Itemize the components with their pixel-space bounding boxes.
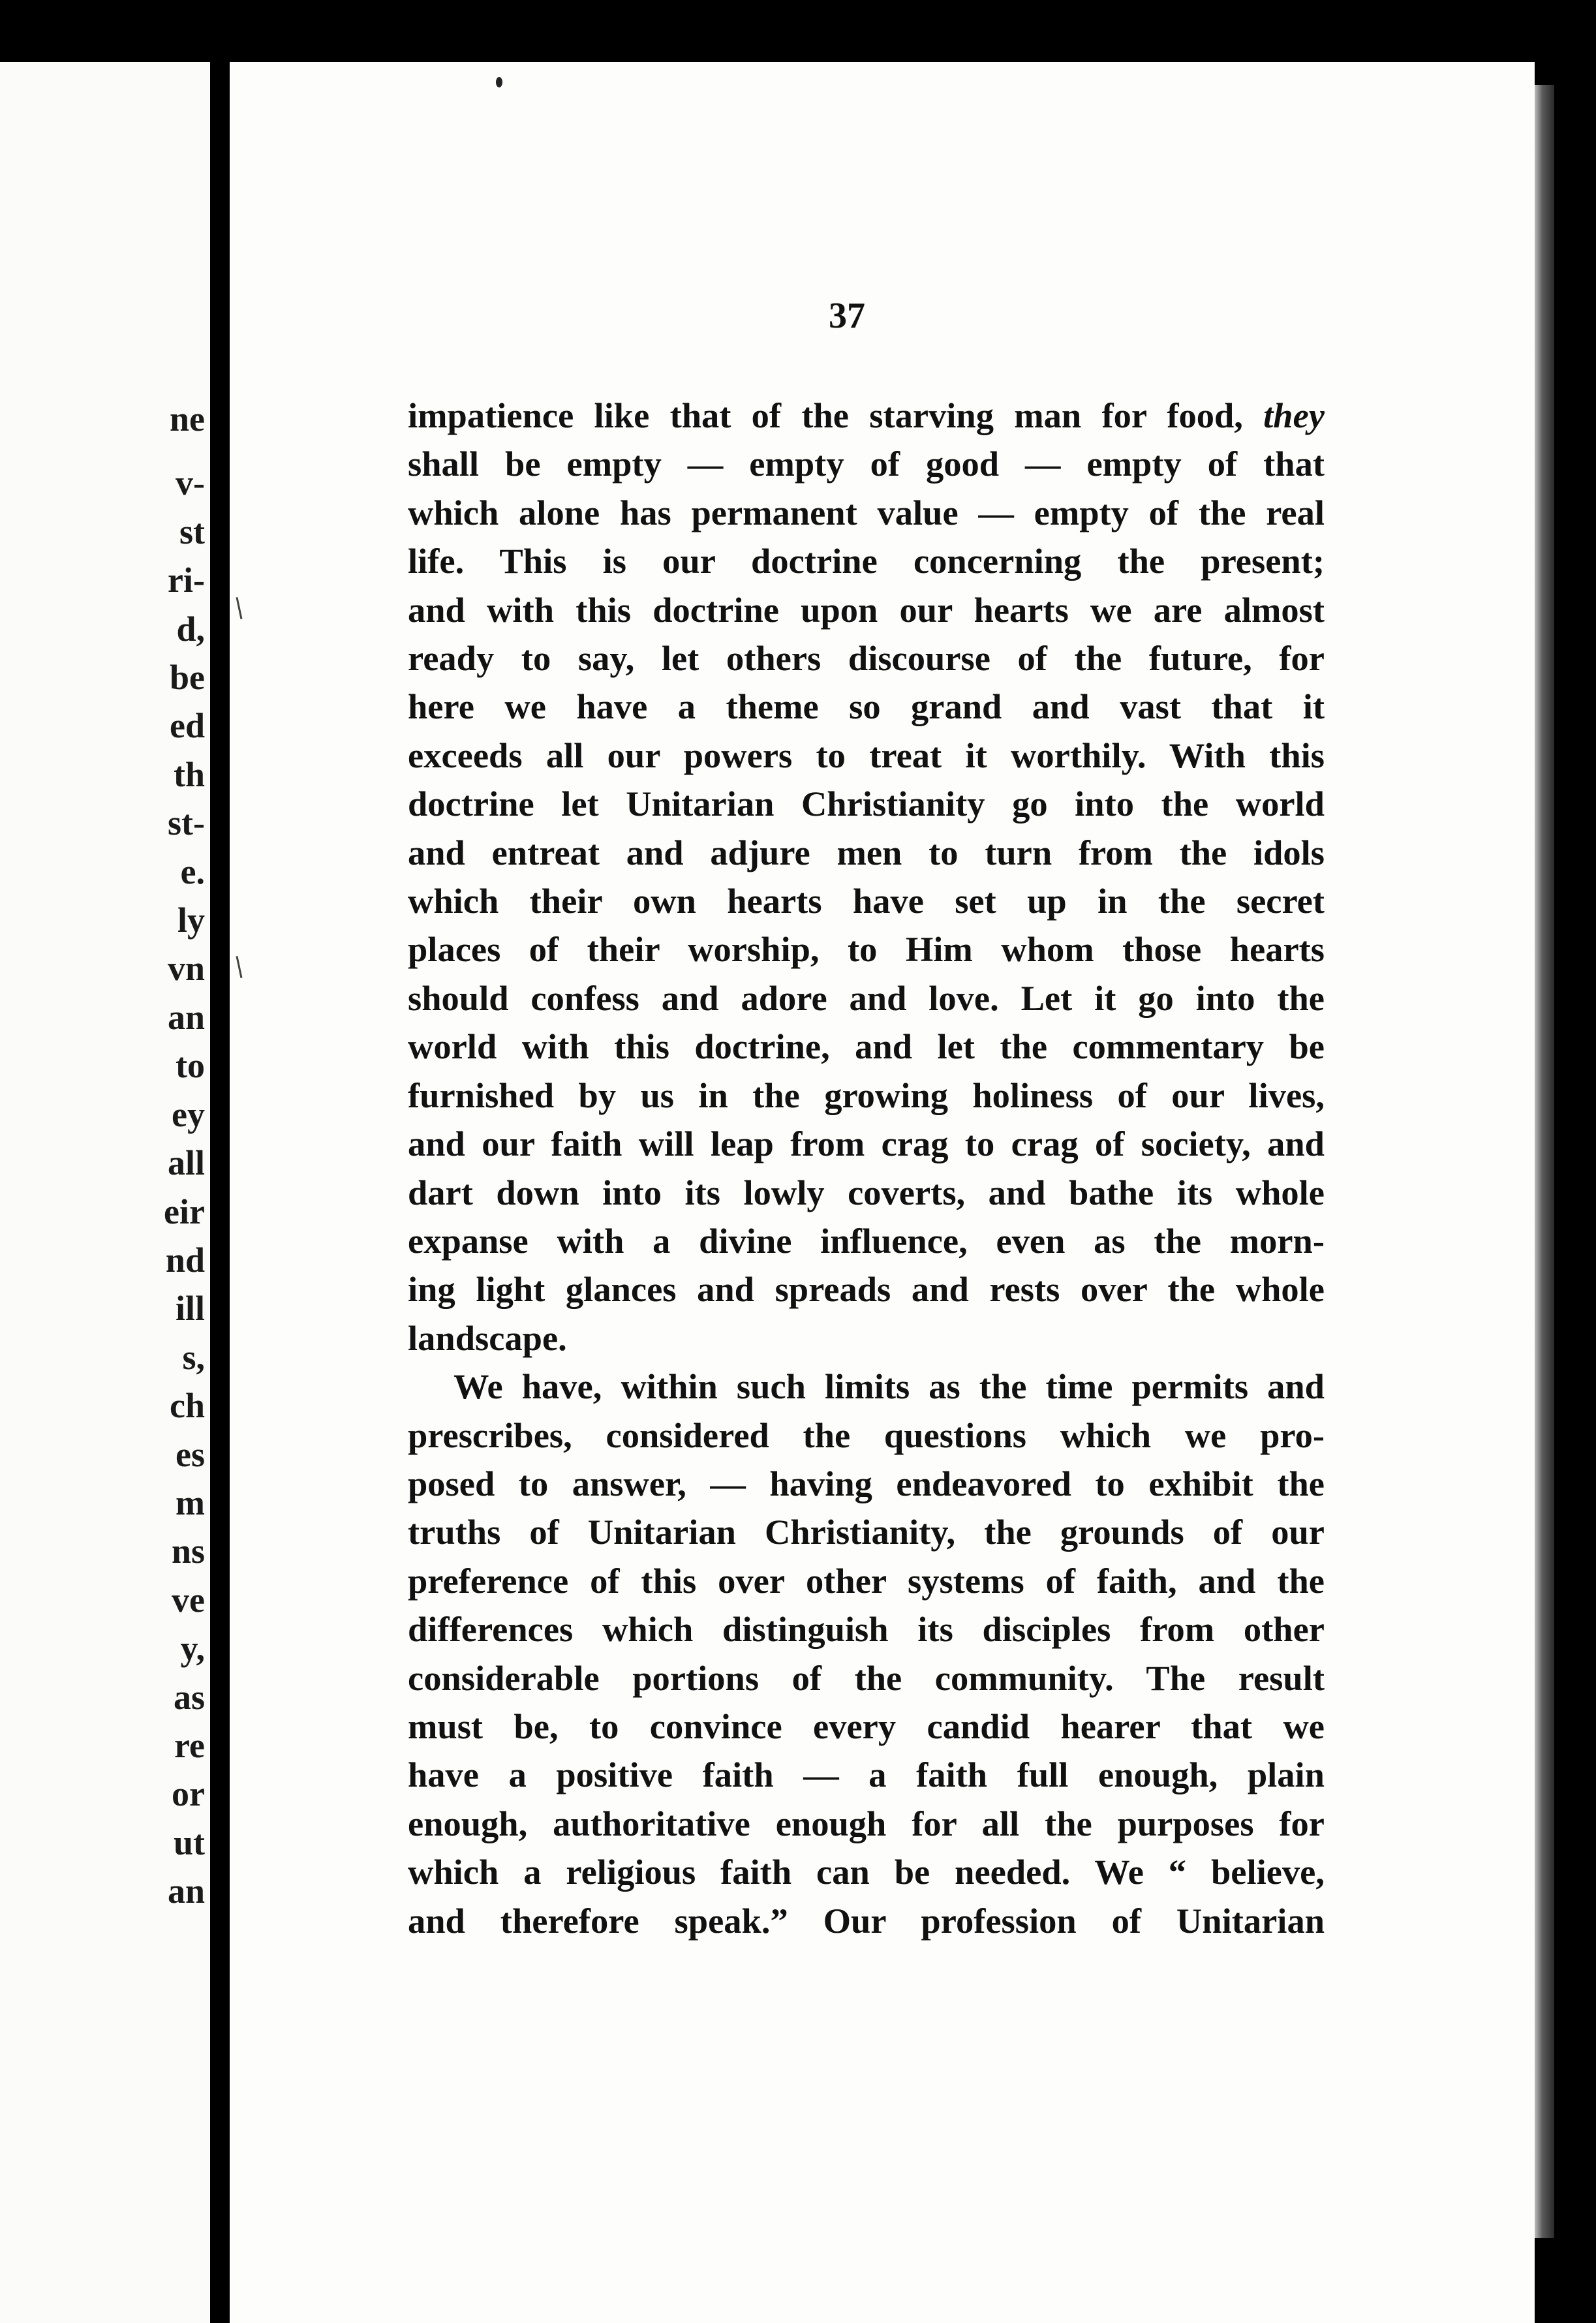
facing-page-fragment: ly xyxy=(177,900,205,940)
facing-page-fragment: all xyxy=(167,1143,205,1183)
facing-page-fragment: to xyxy=(176,1046,205,1086)
page-body xyxy=(408,392,1325,1945)
facing-page-fragment: st xyxy=(179,512,205,551)
text-line: places of their worship, to Him whom those hearts xyxy=(408,929,1325,970)
facing-page-fragment: nd xyxy=(165,1240,205,1280)
facing-page-fragment: eir xyxy=(164,1192,205,1231)
facing-page-fragment: ve xyxy=(172,1580,205,1620)
text-line: here we have a theme so grand and vast that it xyxy=(408,686,1325,727)
facing-page-fragment: as xyxy=(173,1677,205,1717)
text-line: We have, within such limits as the time permits and xyxy=(453,1366,1325,1407)
text-line: should confess and adore and love. Let it go into the xyxy=(408,977,1325,1018)
text-line: dart down into its lowly coverts, and bathe its whole xyxy=(408,1172,1325,1212)
text-line: which their own hearts have set up in the secret xyxy=(408,881,1325,921)
facing-page-fragment: v- xyxy=(176,463,205,503)
facing-page-fragment: ed xyxy=(170,706,205,746)
text-line: furnished by us in the growing holiness of our lives, xyxy=(408,1075,1325,1115)
text-line: enough, authoritative enough for all the purposes for xyxy=(408,1803,1325,1843)
facing-page-fragment: an xyxy=(167,997,205,1037)
text-line: preference of this over other systems of faith, and the xyxy=(408,1560,1325,1601)
facing-page-fragment: st- xyxy=(168,803,205,843)
facing-page-fragment: th xyxy=(173,754,205,794)
text-line: expanse with a divine influence, even as the morn- xyxy=(408,1220,1325,1261)
text-line: differences which distinguish its disciples from other xyxy=(408,1609,1325,1650)
text-line: world with this doctrine, and let the commentary be xyxy=(408,1026,1325,1067)
facing-page-fragment: vn xyxy=(167,949,205,989)
text-line: and with this doctrine upon our hearts we are almost xyxy=(408,589,1325,630)
facing-page-fragment: ri- xyxy=(168,561,205,600)
page-number: 37 xyxy=(829,296,865,336)
text-line: which a religious faith can be needed. We “ believe, xyxy=(408,1852,1325,1892)
text-line: ing light glances and spreads and rests over the whole xyxy=(408,1269,1325,1310)
text-line: and our faith will leap from crag to crag of society, and xyxy=(408,1124,1325,1164)
facing-page-fragment: ut xyxy=(173,1823,205,1862)
text-line: impatience like that of the starving man for food, they xyxy=(408,395,1325,435)
text-line: considerable portions of the community. The result xyxy=(408,1657,1325,1698)
text-line: have a positive faith — a faith full enough, plain xyxy=(408,1755,1325,1795)
text-line: doctrine let Unitarian Christianity go into the world xyxy=(408,784,1325,824)
text-line: shall be empty — empty of good — empty of that xyxy=(408,444,1325,484)
text-line: which alone has permanent value — empty of the real xyxy=(408,492,1325,532)
text-line: truths of Unitarian Christianity, the grounds of our xyxy=(408,1512,1325,1552)
page-edge-shadow xyxy=(1535,85,1554,2238)
facing-page-fragment: ey xyxy=(172,1094,205,1134)
facing-page-fragment: or xyxy=(172,1774,205,1814)
facing-page-fragment: y, xyxy=(180,1629,205,1669)
text-line: and entreat and adjure men to turn from the idols xyxy=(408,832,1325,872)
facing-page-fragment: m xyxy=(176,1483,205,1522)
text-line: life. This is our doctrine concerning the present; xyxy=(408,541,1325,581)
facing-page-fragment: ill xyxy=(175,1289,205,1329)
facing-page-fragment: ne xyxy=(170,399,205,438)
facing-page-fragment: ns xyxy=(171,1531,205,1571)
facing-page-fragment: s, xyxy=(182,1337,205,1377)
facing-page-text-fragments xyxy=(164,395,205,1916)
facing-page-fragment: e. xyxy=(180,852,205,891)
facing-page-fragment: an xyxy=(167,1871,205,1911)
text-line: ready to say, let others discourse of the future, for xyxy=(408,638,1325,679)
facing-page xyxy=(0,62,210,2323)
facing-page-fragment: be xyxy=(170,658,205,698)
text-line: and therefore speak.” Our profession of Unitarian xyxy=(408,1900,1325,1941)
paragraph-1 xyxy=(408,392,1325,1362)
facing-page-fragment: ch xyxy=(170,1386,205,1426)
text-line: exceeds all our powers to treat it worthily. With this xyxy=(408,735,1325,775)
text-line: landscape. xyxy=(408,1317,567,1358)
text-line: must be, to convince every candid hearer that we xyxy=(408,1706,1325,1746)
text-line: posed to answer, — having endeavored to exhibit the xyxy=(408,1463,1325,1503)
text-line: prescribes, considered the questions which we pro- xyxy=(408,1415,1325,1455)
facing-page-fragment: es xyxy=(176,1434,205,1474)
ink-mark xyxy=(496,77,502,87)
facing-page-fragment: re xyxy=(174,1725,205,1765)
paragraph-2 xyxy=(408,1362,1325,1945)
facing-page-fragment: d, xyxy=(176,609,205,649)
